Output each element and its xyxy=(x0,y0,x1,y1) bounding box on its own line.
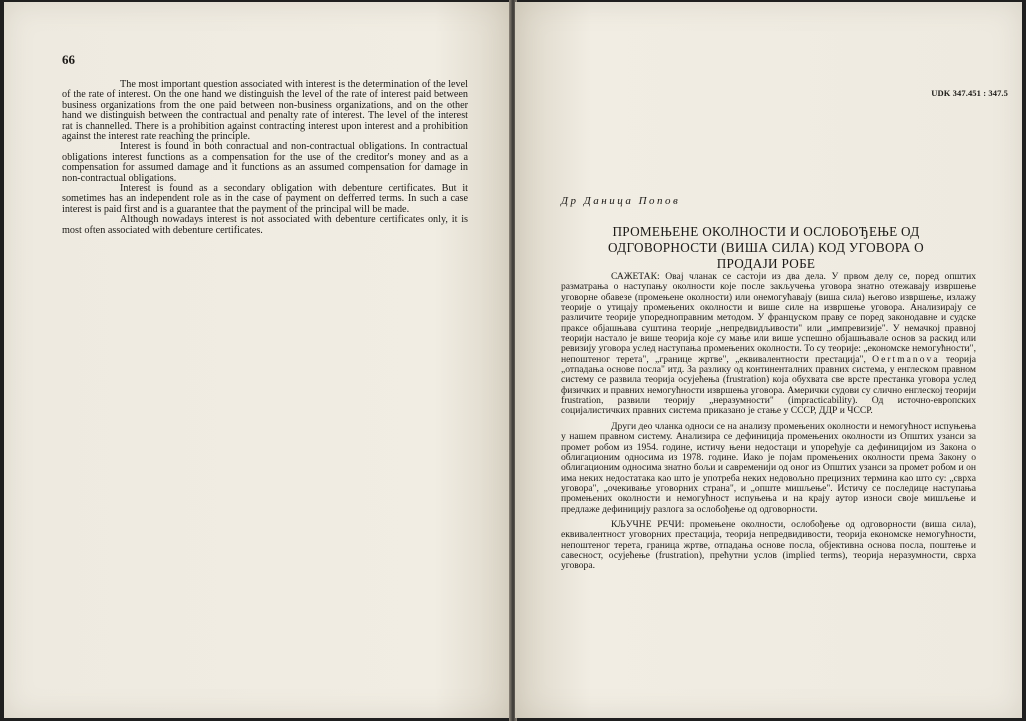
left-page xyxy=(4,2,511,718)
abstract-paragraph: Други део чланка односи се на анализу промењених околности и немогућност испуњења у нашем правном систему. Анализира се дефиниција промењених околности из Општих узанси за промет робом из 1954. године, истичу њени недостаци и упоређује са дефиницијом из Закона о облигационим односима из 1978. године. Иако је појам промењених околности према Закону о облигационим односима знатно бољи и савременији од оног из Општих узанси за промет робом и он има неких недостатака као што је употреба неких недовољно прецизних термина као што су: „сврха уговора", „очекивање уговорних страна", и „опште мишљење". Истичу се последице наступања промењених околности и немогућност испуњења и на крају аутор износи своје мишљење и предлаже дефиницију разлога за ослобођење од одговорности. xyxy=(561,420,976,515)
spaced-name: Oertmanova xyxy=(872,353,940,365)
abstract-block xyxy=(561,272,976,577)
abstract-text: САЖЕТАК: Овај чланак се састоји из два дела. У првом делу се, поред општих разматрања о наступању околности које после закључења уговора знатно отежавају извршење уговорне обавезе (промењене околности) или онемогућавају (виша сила) његово извршење, излажу теорије о утицају промењених околности и више силе на извршење уговора. Анализирају се различите теорије упоредноправним методом. У француском праву се поред законодавне и судске праксе објашњава суштина теорије „непредвидљивости" или „импревизије". У немачкој правној теорији настало је више теорија које су мање или више успешно објашњавале основ за раскид или ревизију уговора услед наступања промењених околности. То су теорије: „економске немогућности", непоштеног терета", „границе жртве", „еквивалентности престација", xyxy=(561,271,976,365)
abstract-text: теорија „отпадања основе посла" итд. За разлику од континенталних правних система, у енглеском правном систему се развила теорија осујећења (frustration) која обухвата све врсте престанка уговора услед физичких и правних немогућности извршења уговора. Амерички судови су слично енглеској теорији frustration, развили теорију „неразумности" (impracticability). Од источно-европских социјалистичких правних система приказано је стање у СССР, ДДР и ЧССР. xyxy=(561,353,976,417)
right-page xyxy=(515,2,1022,718)
paragraph: Interest is found in both conractual and non-contractual obligations. In contractual obligations interest functions as a compensation for the use of the creditor's money and as a compensation for assumed damage and it functions as an assumed compensation for damage in non-contractual obligations. xyxy=(62,141,468,184)
article-title xyxy=(561,224,971,272)
title-line: ПРОДАЈИ РОБЕ xyxy=(716,256,816,271)
paragraph: The most important question associated with interest is the determination of the level of the rate of interest. On the one hand we distinguish the level of the rate of interest paid between business organizations from the one paid between non-business organizations, and on the other hand we distinguish between the contractual and penalty rate of interest. The level of the interest rat is channelled. There is a prohibition against contracting interest upon interest and a prohibition against the interest rate reaching the principle. xyxy=(62,79,468,143)
udk-code: UDK 347.451 : 347.5 xyxy=(931,88,1008,98)
paragraph: Interest is found as a secondary obligation with debenture certificates. But it sometimes has an independent role as in the case of payment on defferred terms. In such a case interest is paid first and is a guarantee that the payment of the principal will be made. xyxy=(62,183,468,215)
author-name: Др Даница Попов xyxy=(561,195,681,207)
title-line: ПРОМЕЊЕНЕ ОКОЛНОСТИ И ОСЛОБОЂЕЊЕ ОД xyxy=(612,224,920,239)
paragraph: Although nowadays interest is not associated with debenture certificates only, it is most often associated with debenture certificates. xyxy=(62,214,468,236)
abstract-paragraph xyxy=(561,272,976,417)
title-line: ОДГОВОРНОСТИ (ВИША СИЛА) КОД УГОВОРА О xyxy=(607,240,924,255)
keywords-paragraph: КЉУЧНЕ РЕЧИ: промењене околности, ослобођење од одговорности (виша сила), еквивалентност уговорних престација, теорија непредвидивости, теорија економске немогућности, непоштеног терета, граница жртве, отпадања основе посла, објективна основа посла, поштење и савесност, осујећење (frustration), прећутни услов (implied terms), теорија неразумности, сврха уговора. xyxy=(561,518,976,572)
page-number: 66 xyxy=(62,52,75,67)
left-body-text xyxy=(62,80,468,236)
